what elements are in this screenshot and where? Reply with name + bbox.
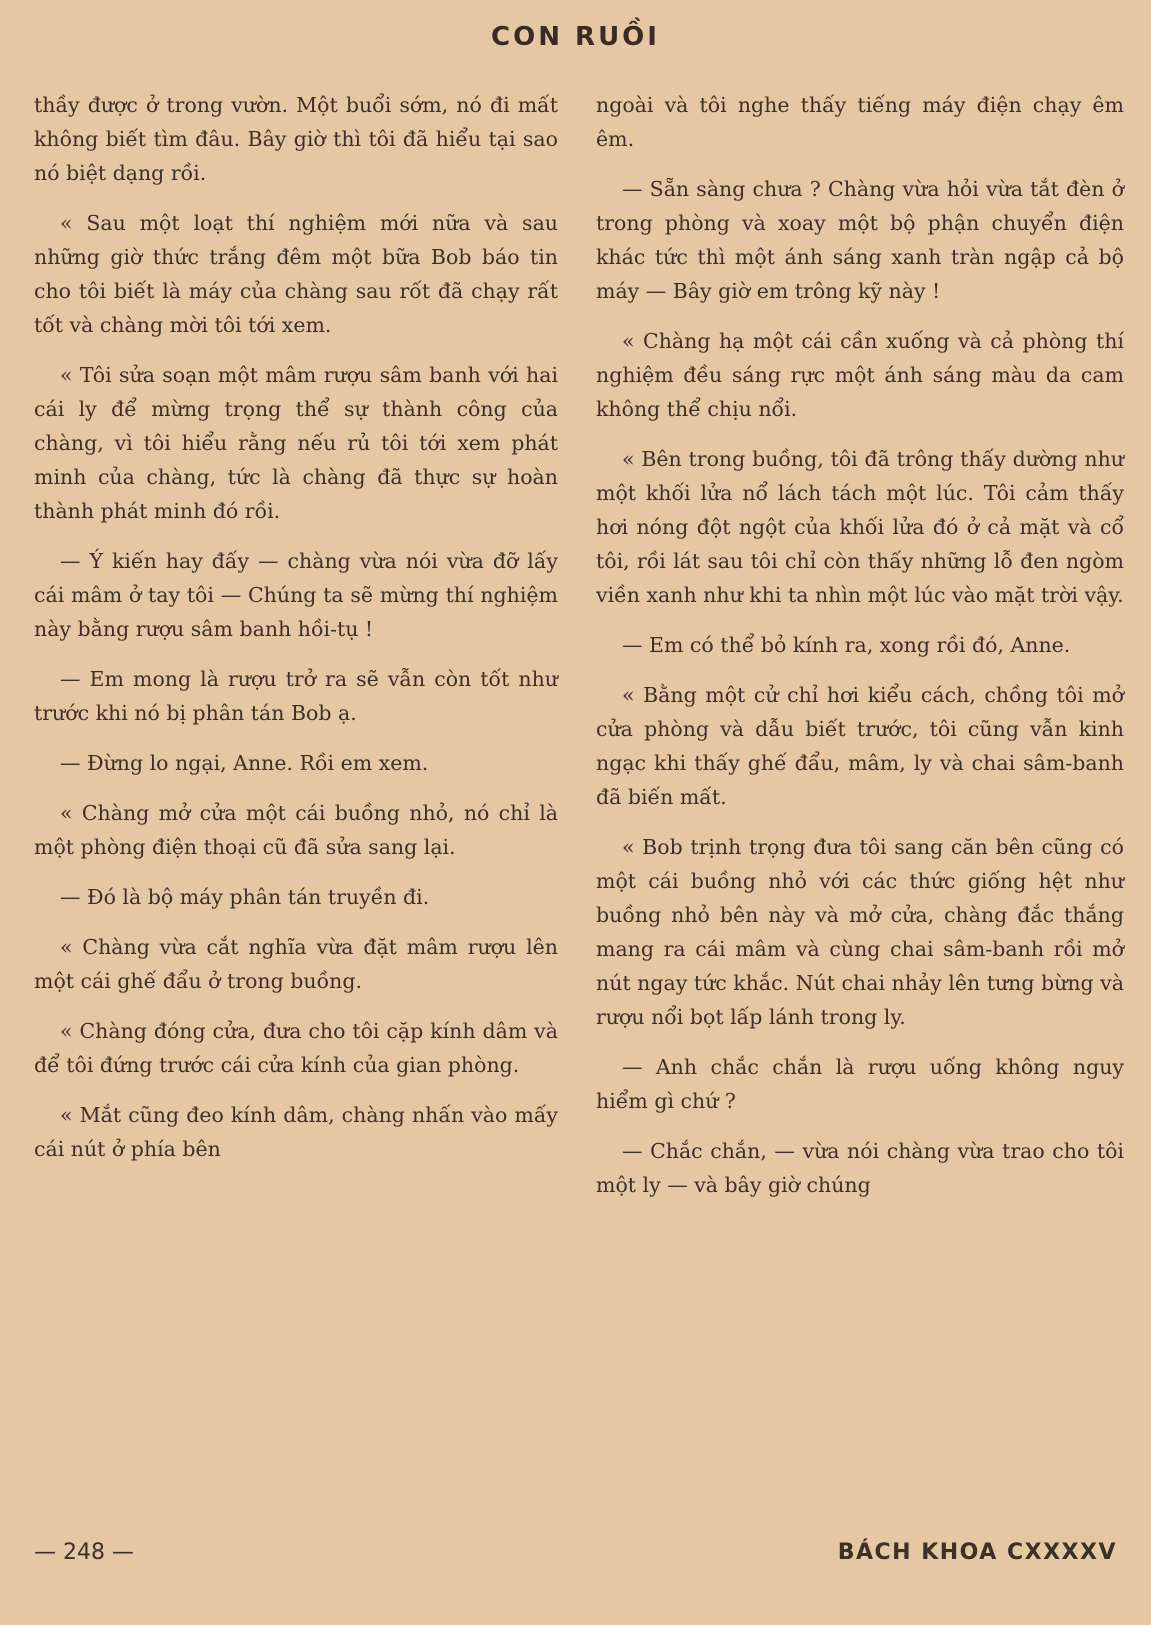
paragraph: « Chàng vừa cắt nghĩa vừa đặt mâm rượu lên một cái ghế đẩu ở trong buồng. bbox=[34, 935, 558, 993]
paragraph: « Chàng hạ một cái cần xuống và cả phòng thí nghiệm đều sáng rực một ánh sáng màu da cam không thể chịu nổi. bbox=[596, 329, 1124, 421]
paragraph: « Chàng mở cửa một cái buồng nhỏ, nó chỉ là một phòng điện thoại cũ đã sửa sang lại. bbox=[34, 801, 558, 859]
paragraph: — Em mong là rượu trở ra sẽ vẫn còn tốt như trước khi nó bị phân tán Bob ạ. bbox=[34, 667, 558, 725]
publication-name: BÁCH KHOA CXXXXV bbox=[837, 1540, 1117, 1565]
paragraph: — Ý kiến hay đấy — chàng vừa nói vừa đỡ lấy cái mâm ở tay tôi — Chúng ta sẽ mừng thí nghiệm này bằng rượu sâm banh hồi-tụ ! bbox=[34, 549, 558, 641]
page-number: — 248 — bbox=[34, 1540, 134, 1565]
paragraph: — Anh chắc chắn là rượu uống không nguy hiểm gì chứ ? bbox=[596, 1055, 1124, 1113]
paragraph: ngoài và tôi nghe thấy tiếng máy điện chạy êm êm. bbox=[596, 93, 1124, 151]
right-column bbox=[596, 88, 1124, 1218]
paragraph: — Em có thể bỏ kính ra, xong rồi đó, Anne. bbox=[622, 633, 1071, 657]
paragraph: thầy được ở trong vườn. Một buổi sớm, nó đi mất không biết tìm đâu. Bây giờ thì tôi đã hiểu tại sao nó biệt dạng rồi. bbox=[34, 93, 558, 185]
paragraph: « Chàng đóng cửa, đưa cho tôi cặp kính dâm và để tôi đứng trước cái cửa kính của gian phòng. bbox=[34, 1019, 558, 1077]
paragraph: « Bằng một cử chỉ hơi kiểu cách, chồng tôi mở cửa phòng và dẫu biết trước, tôi cũng vẫn kinh ngạc khi thấy ghế đẩu, mâm, ly và chai sâm-banh đã biến mất. bbox=[596, 683, 1124, 809]
paragraph: — Sẵn sàng chưa ? Chàng vừa hỏi vừa tắt đèn ở trong phòng và xoay một bộ phận chuyển điện khác tức thì một ánh sáng xanh tràn ngập cả bộ máy — Bây giờ em trông kỹ này ! bbox=[596, 177, 1124, 303]
paragraph: — Chắc chắn, — vừa nói chàng vừa trao cho tôi một ly — và bây giờ chúng bbox=[596, 1139, 1124, 1197]
running-header: CON RUỒI bbox=[491, 22, 660, 52]
paragraph: « Bob trịnh trọng đưa tôi sang căn bên cũng có một cái buồng nhỏ với các thức giống hệt như buồng nhỏ bên này và mở cửa, chàng đắc thắng mang ra cái mâm và cùng chai sâm-banh rồi mở nút ngay tức khắc. Nút chai nhảy lên tưng bừng và rượu nổi bọt lấp lánh trong ly. bbox=[596, 835, 1124, 1029]
paragraph: — Đừng lo ngại, Anne. Rồi em xem. bbox=[60, 751, 429, 775]
paragraph: — Đó là bộ máy phân tán truyền đi. bbox=[60, 885, 430, 909]
left-column bbox=[34, 88, 558, 1182]
paragraph: « Bên trong buồng, tôi đã trông thấy dường như một khối lửa nổ lách tách một lúc. Tôi cảm thấy hơi nóng đột ngột của khối lửa đó ở cả mặt và cổ tôi, rồi lát sau tôi chỉ còn thấy những lỗ đen ngòm viền xanh như khi ta nhìn một lúc vào mặt trời vậy. bbox=[596, 447, 1124, 607]
paragraph: « Mắt cũng đeo kính dâm, chàng nhấn vào mấy cái nút ở phía bên bbox=[34, 1103, 558, 1161]
paragraph: « Sau một loạt thí nghiệm mới nữa và sau những giờ thức trắng đêm một bữa Bob báo tin cho tôi biết là máy của chàng sau rốt đã chạy rất tốt và chàng mời tôi tới xem. bbox=[34, 211, 558, 337]
paragraph: « Tôi sửa soạn một mâm rượu sâm banh với hai cái ly để mừng trọng thể sự thành công của chàng, vì tôi hiểu rằng nếu rủ tôi tới xem phát minh của chàng, tức là chàng đã thực sự hoàn thành phát minh đó rồi. bbox=[34, 363, 558, 523]
